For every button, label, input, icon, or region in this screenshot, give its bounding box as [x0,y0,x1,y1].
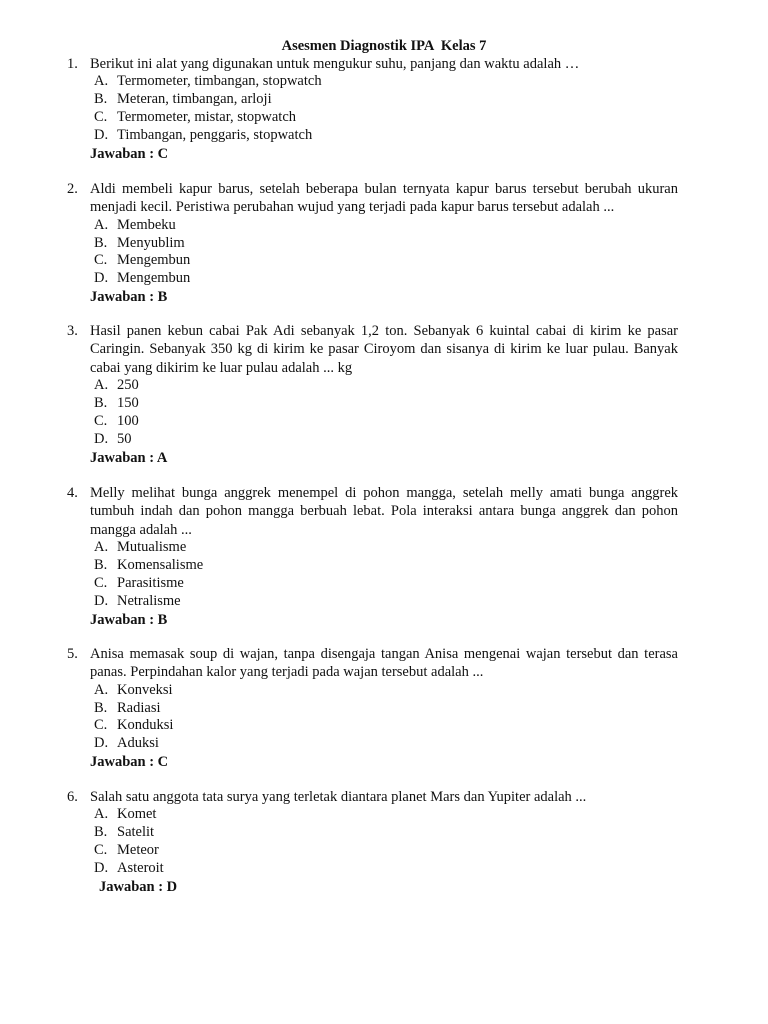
option-list [64,377,678,449]
option-a [94,73,678,91]
option-text: Timbangan, penggaris, stopwatch [117,127,313,144]
option-text: 250 [117,376,139,393]
option-letter: D. [94,270,109,287]
option-letter: B. [94,91,108,108]
option-letter: D. [94,592,109,609]
option-letter: C. [94,842,108,859]
option-letter: A. [94,73,109,90]
option-a [94,682,678,700]
option-letter: D. [94,860,109,877]
option-text: Netralisme [117,592,181,609]
option-c [94,717,678,735]
option-text: Mutualisme [117,538,187,555]
option-letter: C. [94,717,108,734]
option-b [94,235,678,253]
option-text: Meteran, timbangan, arloji [117,91,272,108]
option-text: Membeku [117,216,176,233]
option-b [94,824,678,842]
option-text: Satelit [117,824,155,841]
option-d [94,127,678,145]
option-a [94,377,678,395]
answer-key: Jawaban : B [90,289,168,306]
document-title: Asesmen Diagnostik IPA Kelas 7 [281,38,487,54]
option-letter: A. [94,538,109,555]
answer-key: Jawaban : C [90,145,169,162]
question-header [64,484,678,539]
option-a [94,806,678,824]
question-text: Hasil panen kebun cabai Pak Adi sebanyak 1,2 ton. Sebanyak 6 kuintal cabai di kirim ke pasar Caringin. Sebanyak 350 kg di kirim ke pasar Ciroyom dan sisanya di kirim ke luar pulau. Banyak cabai yang dikirim ke luar pulau adalah ... kg [90,323,678,376]
option-text: Mengembun [117,270,191,287]
option-text: 50 [117,430,132,447]
question-header [64,180,678,217]
option-list [64,682,678,754]
option-letter: B. [94,394,108,411]
question-number: 3. [67,323,78,339]
option-text: Aduksi [117,735,159,752]
option-letter: C. [94,412,108,429]
question-header [64,55,678,73]
option-letter: D. [94,127,109,144]
option-a [94,539,678,557]
option-letter: D. [94,735,109,752]
question-text: Berikut ini alat yang digunakan untuk mengukur suhu, panjang dan waktu adalah … [90,56,580,72]
option-list [64,73,678,145]
option-text: Konduksi [117,717,174,734]
question-text: Aldi membeli kapur barus, setelah beberapa bulan ternyata kapur barus tersebut berubah ukuran menjadi kecil. Peristiwa perubahan wujud yang terjadi pada kapur barus tersebut adalah ... [90,181,678,216]
option-letter: B. [94,556,108,573]
option-d [94,270,678,288]
answer-key: Jawaban : C [90,754,169,771]
option-list [64,806,678,878]
option-text: Komet [117,806,157,823]
option-text: Termometer, timbangan, stopwatch [117,73,322,90]
option-text: Asteroit [117,860,164,877]
question-number: 5. [67,646,78,662]
question-1 [64,55,678,163]
option-c [94,842,678,860]
option-text: Meteor [117,842,159,859]
question-number: 1. [67,56,78,72]
option-letter: A. [94,376,109,393]
question-4 [64,484,678,629]
option-letter: A. [94,216,109,233]
option-d [94,860,678,878]
question-header [64,788,678,806]
option-text: Radiasi [117,699,161,716]
option-letter: B. [94,234,108,251]
option-letter: C. [94,574,108,591]
question-header [64,645,678,682]
question-6 [64,788,678,896]
option-text: Menyublim [117,234,185,251]
question-3 [64,322,678,467]
option-letter: B. [94,824,108,841]
option-letter: C. [94,109,108,126]
option-letter: D. [94,430,109,447]
question-number: 4. [67,485,78,501]
answer-key: Jawaban : D [99,878,178,895]
option-list [64,539,678,611]
option-letter: B. [94,699,108,716]
option-b [94,557,678,575]
option-c [94,252,678,270]
option-d [94,735,678,753]
option-list [64,217,678,289]
option-c [94,575,678,593]
option-text: Termometer, mistar, stopwatch [117,109,297,126]
option-d [94,593,678,611]
option-text: Konveksi [117,681,173,698]
option-b [94,395,678,413]
question-number: 6. [67,789,78,805]
option-letter: C. [94,252,108,269]
question-text: Salah satu anggota tata surya yang terletak diantara planet Mars dan Yupiter adalah ... [90,789,587,805]
answer-key: Jawaban : A [90,449,168,466]
option-text: Mengembun [117,252,191,269]
option-c [94,109,678,127]
question-number: 2. [67,181,78,197]
option-text: Komensalisme [117,556,204,573]
option-b [94,91,678,109]
option-text: Parasitisme [117,574,184,591]
option-d [94,431,678,449]
option-letter: A. [94,806,109,823]
question-header [64,322,678,377]
question-5 [64,645,678,771]
question-text: Melly melihat bunga anggrek menempel di pohon mangga, setelah melly amati bunga anggrek tumbuh indah dan pohon mangga berbuah lebat. Pola interaksi antara bunga anggrek dan pohon mangga adalah ... [90,485,678,538]
question-2 [64,180,678,306]
option-a [94,217,678,235]
option-b [94,700,678,718]
option-text: 150 [117,394,139,411]
option-c [94,413,678,431]
question-text: Anisa memasak soup di wajan, tanpa disengaja tangan Anisa mengenai wajan tersebut dan terasa panas. Perpindahan kalor yang terjadi pada wajan tersebut adalah ... [90,646,678,681]
answer-key: Jawaban : B [90,611,168,628]
option-text: 100 [117,412,139,429]
option-letter: A. [94,681,109,698]
